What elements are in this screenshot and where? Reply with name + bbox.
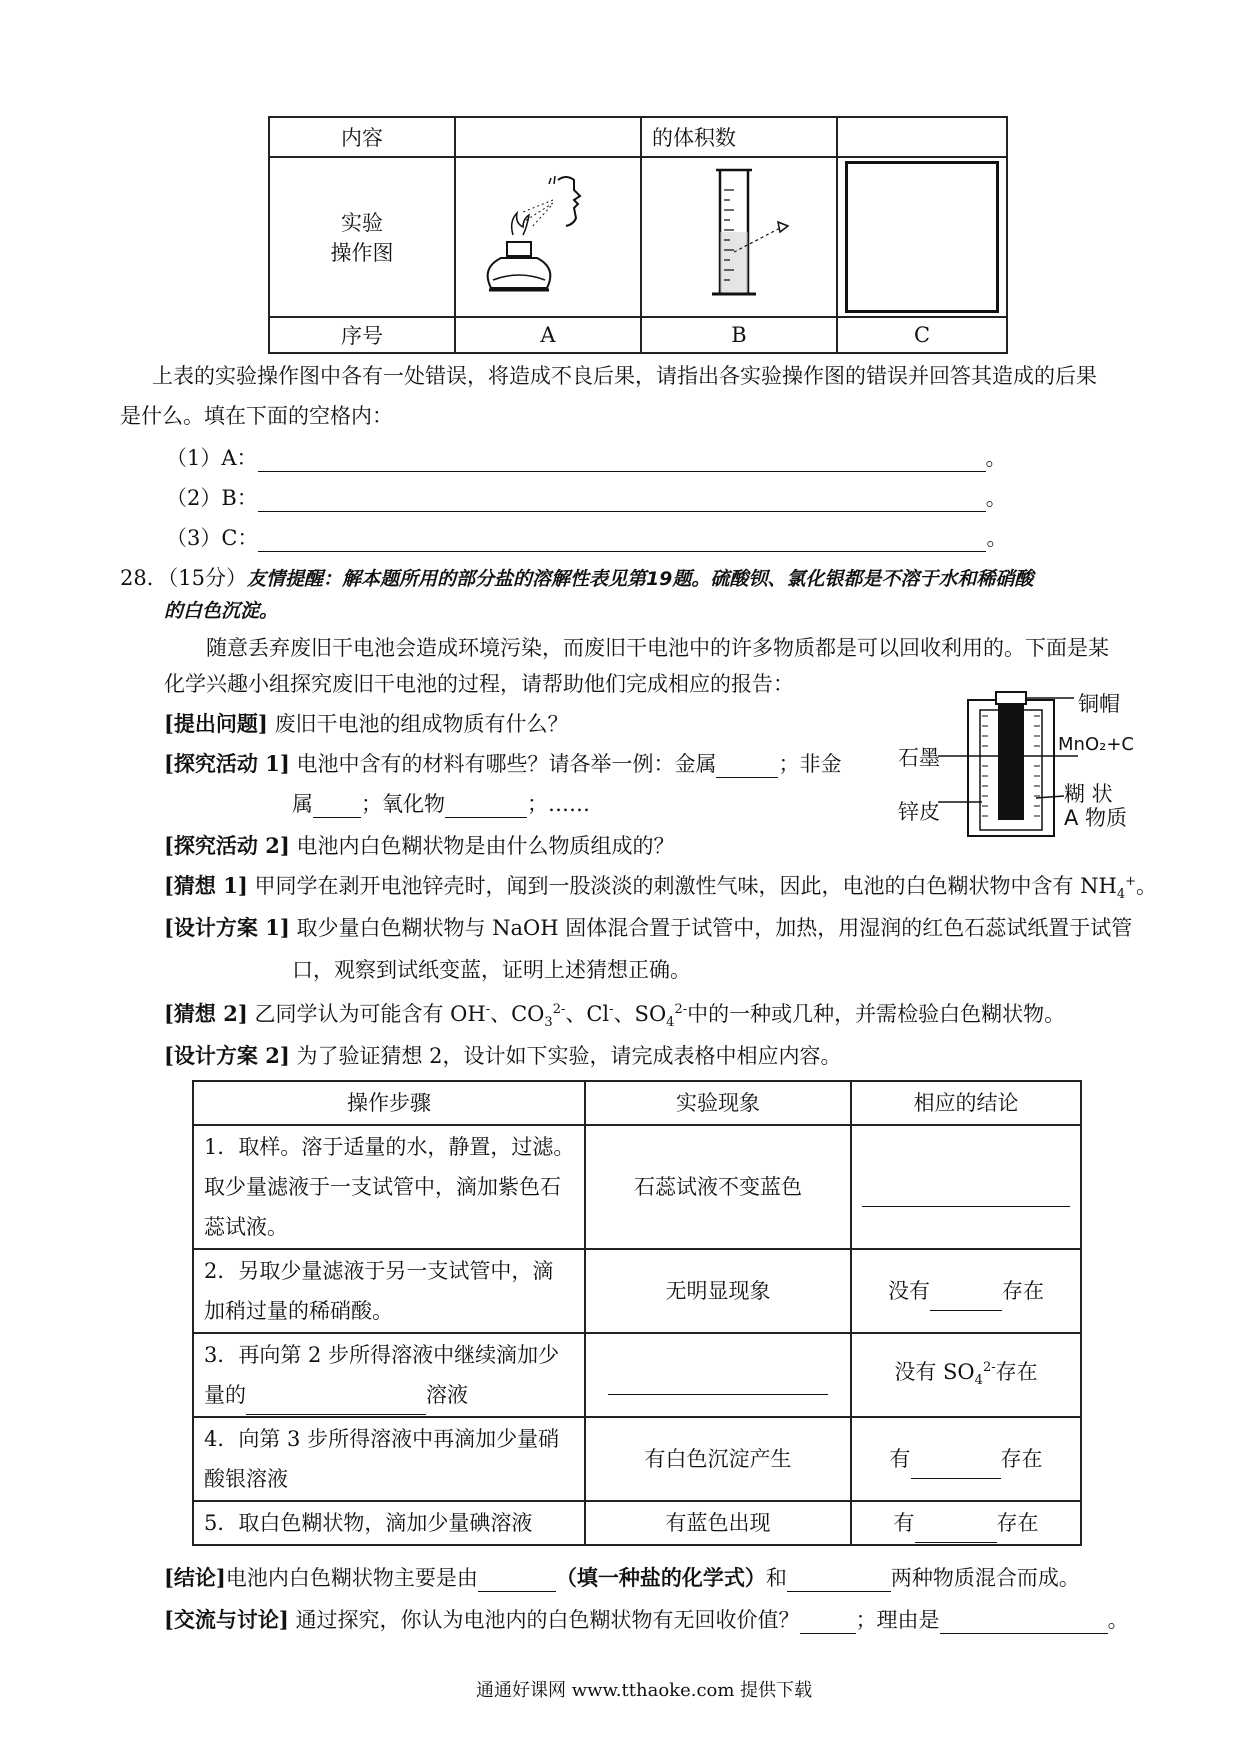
- graduated-cylinder-icon: [654, 160, 824, 310]
- activity1-line: [探究活动 1] 电池中含有的材料有哪些？请各举一例：金属 ；非金: [164, 751, 842, 776]
- activity1-line2: 属 ；氧化物 ；……: [292, 792, 590, 816]
- conclusion-salt-blank[interactable]: [478, 1569, 556, 1592]
- image-blank-box: [837, 157, 1007, 317]
- conclusion-5: 有 存在: [851, 1501, 1081, 1545]
- conclusion-2-blank[interactable]: [930, 1288, 1002, 1311]
- obs-5: 有蓝色出现: [585, 1501, 851, 1545]
- image-alcohol-lamp: [455, 157, 641, 317]
- step-5: 5．取白色糊状物，滴加少量碘溶液: [193, 1501, 585, 1545]
- q28-header: 28．（15分）友情提醒：解本题所用的部分盐的溶解性表见第19题。硫酸钡、氯化银都是不溶于水和稀硝酸: [120, 566, 1034, 590]
- t1-header-blank2: [837, 117, 1007, 157]
- label-mno2: MnO₂+C: [1058, 734, 1134, 755]
- empty-frame: [845, 161, 999, 313]
- step-4: 4．向第 3 步所得溶液中再滴加少量硝 酸银溶液: [193, 1417, 585, 1501]
- obs-3-blank[interactable]: [608, 1372, 828, 1395]
- t1-letter-a: A: [455, 317, 641, 353]
- obs-3: [585, 1333, 851, 1417]
- obs-2: 无明显现象: [585, 1249, 851, 1333]
- conclusion-1: [851, 1125, 1081, 1249]
- verification-table: [192, 1080, 1082, 1546]
- guess1-line: [猜想 1] 甲同学在剥开电池锌壳时，闻到一股淡淡的刺激性气味，因此，电池的白色糊状物中含有 $NH_4^+$。: [164, 873, 1158, 903]
- table-row: [193, 1333, 1081, 1417]
- q28-tip-2: 的白色沉淀。: [164, 600, 279, 622]
- discussion-reason-blank[interactable]: [940, 1611, 1108, 1634]
- t2-header-conclusion: 相应的结论: [851, 1081, 1081, 1125]
- conclusion-1-blank[interactable]: [862, 1184, 1070, 1207]
- t1-header-content: 内容: [269, 117, 455, 157]
- conclusion-3: 没有 $SO_4^{2-}$存在: [851, 1333, 1081, 1417]
- answer-a-blank[interactable]: [258, 449, 986, 472]
- intro-line-1: 上表的实验操作图中各有一处错误，将造成不良后果，请指出各实验操作图的错误并回答其造成的后果: [152, 364, 1097, 388]
- label-graphite: 石墨: [898, 746, 940, 770]
- intro-line-2: 是什么。填在下面的空格内：: [120, 404, 393, 428]
- step-2: 2．另取少量滤液于另一支试管中，滴 加稍过量的稀硝酸。: [193, 1249, 585, 1333]
- step-1: 1．取样。溶于适量的水，静置，过滤。 取少量滤液于一支试管中，滴加紫色石 蕊试液。: [193, 1125, 585, 1249]
- conclusion-2: 没有 存在: [851, 1249, 1081, 1333]
- t1-letter-b: B: [641, 317, 837, 353]
- table-row: [193, 1501, 1081, 1545]
- discussion-line: [交流与讨论] 通过探究，你认为电池内的白色糊状物有无回收价值？ ；理由是 。: [164, 1607, 1129, 1632]
- t2-header-obs: 实验现象: [585, 1081, 851, 1125]
- t1-letter-c: C: [837, 317, 1007, 353]
- label-paste-1: 糊 状: [1064, 782, 1113, 806]
- conclusion-4-blank[interactable]: [911, 1456, 1001, 1479]
- label-paste-2: A 物质: [1064, 806, 1128, 830]
- answer-a: （1）A： 。: [166, 446, 1007, 470]
- question-line: [提出问题] 废旧干电池的组成物质有什么？: [164, 711, 569, 736]
- image-graduated-cylinder: [641, 157, 837, 317]
- activity2-line: [探究活动 2] 电池内白色糊状物是由什么物质组成的？: [164, 833, 675, 858]
- conclusion-other-blank[interactable]: [787, 1569, 891, 1592]
- t1-row-label: 实验 操作图: [269, 157, 455, 317]
- design2-line: [设计方案 2] 为了验证猜想 2，设计如下实验，请完成表格中相应内容。: [164, 1043, 842, 1068]
- answer-b: （2）B： 。: [166, 486, 1007, 510]
- t1-header-blank: [455, 117, 641, 157]
- alcohol-lamp-blow-icon: [463, 160, 633, 310]
- conclusion-5-blank[interactable]: [915, 1520, 997, 1543]
- answer-b-blank[interactable]: [258, 489, 986, 512]
- experiment-table: [268, 116, 1008, 354]
- t2-header-step: 操作步骤: [193, 1081, 585, 1125]
- conclusion-4: 有 存在: [851, 1417, 1081, 1501]
- page-footer: 通通好课网 www.tthaoke.com 提供下载: [476, 1680, 813, 1701]
- answer-c: （3）C： 。: [166, 526, 1008, 550]
- step-3: 3．再向第 2 步所得溶液中继续滴加少 量的 溶液: [193, 1333, 585, 1417]
- design1-line: [设计方案 1] 取少量白色糊状物与 NaOH 固体混合置于试管中，加热，用湿润的红色石蕊试纸置于试管: [164, 915, 1133, 940]
- discussion-value-blank[interactable]: [800, 1611, 856, 1634]
- table-row: [193, 1249, 1081, 1333]
- guess2-line: [猜想 2] 乙同学认为可能含有 OH-、$CO_3^{2-}$、Cl-、$SO_4^{2-}$中的一种或几种，并需检验白色糊状物。: [164, 1001, 1066, 1031]
- label-zinc: 锌皮: [898, 800, 940, 824]
- design1-line2: 口，观察到试纸变蓝，证明上述猜想正确。: [292, 958, 691, 982]
- step-3-blank[interactable]: [246, 1392, 426, 1415]
- t1-header-volume: 的体积数: [641, 117, 837, 157]
- obs-4: 有白色沉淀产生: [585, 1417, 851, 1501]
- conclusion-line: [结论]电池内白色糊状物主要是由 （填一种盐的化学式）和 两种物质混合而成。: [164, 1565, 1080, 1590]
- q28-para-2: 化学兴趣小组探究废旧干电池的过程，请帮助他们完成相应的报告：: [164, 672, 794, 696]
- table-row: [193, 1417, 1081, 1501]
- q28-para-1: 随意丢弃废旧干电池会造成环境污染，而废旧干电池中的许多物质都是可以回收利用的。下面是某: [206, 636, 1109, 660]
- t1-footer-label: 序号: [269, 317, 455, 353]
- label-copper-cap: 铜帽: [1078, 692, 1120, 716]
- obs-1: 石蕊试液不变蓝色: [585, 1125, 851, 1249]
- table-row: [193, 1125, 1081, 1249]
- answer-c-blank[interactable]: [258, 529, 986, 552]
